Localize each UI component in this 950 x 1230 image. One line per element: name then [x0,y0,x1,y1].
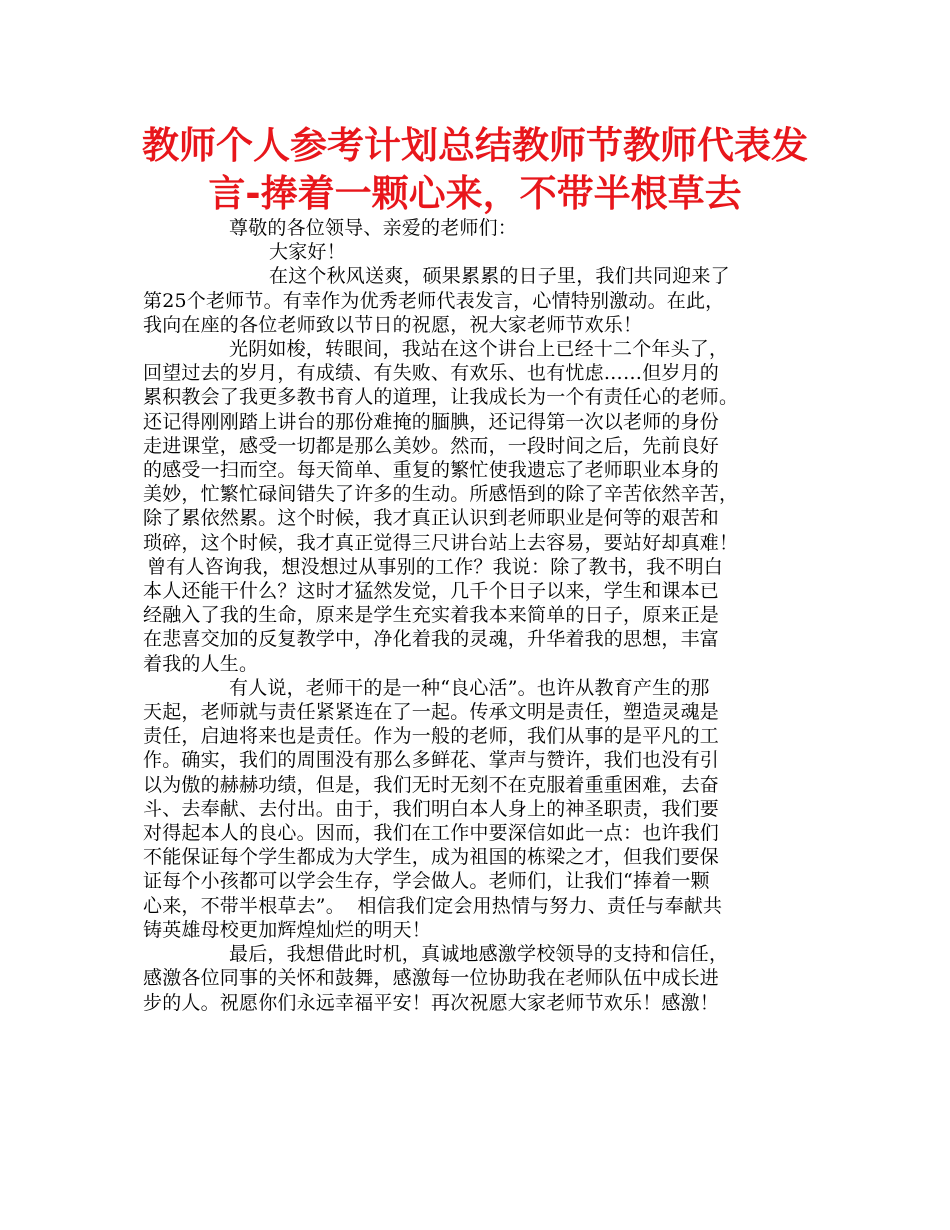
paragraph-line: 天起，老师就与责任紧紧连在了一起。传承文明是责任，塑造灵魂是 [143,701,720,724]
paragraph-line: 步的人。祝愿你们永远幸福平安！再次祝愿大家老师节欢乐！感激！ [143,991,720,1014]
paragraph-line: 走进课堂，感受一切都是那么美妙。然而，一段时间之后，先前良好 [143,434,720,457]
paragraph-line: 回望过去的岁月，有成绩、有失败、有欢乐、也有忧虑……但岁月的 [143,362,720,385]
paragraph-line: 的感受一扫而空。每天简单、重复的繁忙使我遗忘了老师职业本身的 [143,459,720,482]
paragraph-line: 着我的人生。 [143,652,259,675]
greeting: 大家好！ [269,241,346,264]
paragraph-line: 作。确实，我们的周围没有那么多鲜花、掌声与赞许，我们也没有引 [143,749,720,772]
paragraph-line: 最后，我想借此时机，真诚地感激学校领导的支持和信任， [229,943,729,966]
paragraph-line: 我向在座的各位老师致以节日的祝愿，祝大家老师节欢乐！ [143,313,643,336]
paragraph-line: 有人说，老师干的是一种“良心活”。也许从教育产生的那 [229,676,710,699]
paragraph-line: 感激各位同事的关怀和鼓舞，感激每一位协助我在老师队伍中成长进 [143,967,720,990]
paragraph-line: 本人还能干什么？这时才猛然发觉，几千个日子以来，学生和课本已 [143,580,720,603]
paragraph-line: 光阴如梭，转眼间，我站在这个讲台上已经十二个年头了， [229,338,729,361]
paragraph-line: 在这个秋风送爽，硕果累累的日子里，我们共同迎来了 [269,265,730,288]
paragraph-line: 以为傲的赫赫功绩，但是，我们无时无刻不在克服着重重困难，去奋 [143,773,720,796]
paragraph-line: 在悲喜交加的反复教学中，净化着我的灵魂，升华着我的思想，丰富 [143,628,720,651]
paragraph-line: 对得起本人的良心。因而，我们在工作中要深信如此一点：也许我们 [143,822,720,845]
title-line: 言-捧着一颗心来，不带半根草去 [208,172,742,215]
paragraph-line: 琐碎，这个时候，我才真正觉得三尺讲台站上去容易，要站好却真难！ [143,531,739,554]
paragraph-line: 证每个小孩都可以学会生存，学会做人。老师们，让我们“捧着一颗 [143,870,710,893]
paragraph-line: 累积教会了我更多教书育人的道理，让我成长为一个有责任心的老师。 [143,386,739,409]
title-line: 教师个人参考计划总结教师节教师代表发 [142,124,808,167]
paragraph-line: 心来，不带半根草去”。 相信我们定会用热情与努力、责任与奉献共 [143,894,723,917]
paragraph-line: 经融入了我的生命，原来是学生充实着我本来简单的日子，原来正是 [143,604,720,627]
paragraph-line: 斗、去奉献、去付出。由于，我们明白本人身上的神圣职责，我们要 [143,797,720,820]
paragraph-line: 美妙，忙繁忙碌间错失了许多的生动。所感悟到的除了辛苦依然辛苦， [143,483,739,506]
salutation: 尊敬的各位领导、亲爱的老师们： [229,217,518,239]
paragraph-line: 责任，启迪将来也是责任。作为一般的老师，我们从事的是平凡的工 [143,725,720,748]
paragraph-line: 第25个老师节。有幸作为优秀老师代表发言，心情特别激动。在此， [143,289,725,312]
document-body [143,216,833,1015]
paragraph-line: 不能保证每个学生都成为大学生，成为祖国的栋梁之才，但我们要保 [143,846,720,869]
paragraph-line: 除了累依然累。这个时候，我才真正认识到老师职业是何等的艰苦和 [143,507,720,530]
paragraph-line: 曾有人咨询我，想没想过从事别的工作？我说：除了教书，我不明白 [147,555,724,578]
paragraph-line: 铸英雄母校更加辉煌灿烂的明天！ [143,918,432,941]
document-title [100,122,850,218]
paragraph-line: 还记得刚刚踏上讲台的那份难掩的腼腆，还记得第一次以老师的身份 [143,410,720,433]
